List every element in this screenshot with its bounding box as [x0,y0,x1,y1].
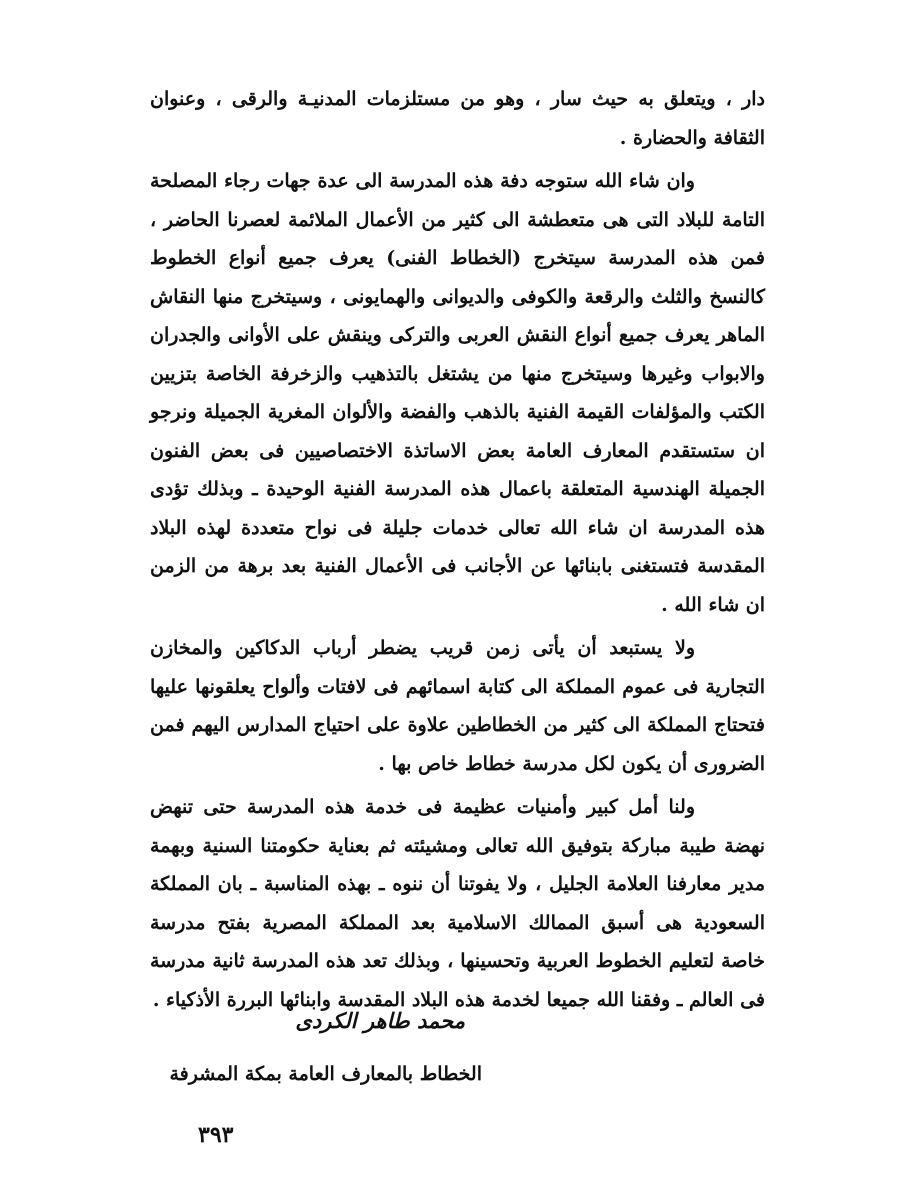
paragraph-1: دار ، ويتعلق به حيث سار ، وهو من مستلزمات المدنيـة والرقى ، وعنوان الثقافة والحضارة . [150,88,765,149]
paragraph-3: ولا يستبعد أن يأتى زمن قريب يضطر أرباب الدكاكين والمخازن التجارية فى عموم المملكة الى كتابة اسمائهم فى لافتات وألواح يعلقونها عليها فتحتاج المملكة الى كثير من الخطاطين علاوة على احتياج المدارس اليهم فمن الضرورى أن يكون لكل مدرسة خطاط خاص بها . [150,637,765,775]
page-number: ٣٩٣ [198,1122,234,1148]
paragraph-2: وان شاء الله ستوجه دفة هذه المدرسة الى عدة جهات رجاء المصلحة التامة للبلاد التى هى متعطشة الى كثير من الأعمال الملائمة لعصرنا الحاضر ، فمن هذه المدرسة سيتخرج (الخطاط الفنى) يعرف جميع أنواع الخطوط كالنسخ والثلث والرقعة والكوفى والديوانى والهمايونى ، وسيتخرج منها النقاش الماهر يعرف جميع أنواع النقش العربى والتركى وينقش على الأوانى والجدران والابواب وغيرها وسيتخرج منها من يشتغل بالتذهيب والزخرفة الخاصة بتزيين الكتب والمؤلفات القيمة الفنية بالذهب والفضة والألوان المغرية الجميلة ونرجو ان ستستقدم المعارف العامة بعض الاساتذة الاختصاصيين فى بعض الفنون الجميلة الهندسية المتعلقة باعمال هذه المدرسة الفنية الوحيدة ـ وبذلك تؤدى هذه المدرسة ان شاء الله تعالى خدمات جليلة فى نواح متعددة لهذه البلاد المقدسة فتستغنى بابنائها عن الأجانب فى الأعمال الفنية بعد برهة من الزمن ان شاء الله . [150,170,765,616]
author-title: الخطاط بالمعارف العامة بمكة المشرفة [169,1063,482,1085]
article-body [150,80,765,1024]
paragraph-4: ولنا أمل كبير وأمنيات عظيمة فى خدمة هذه المدرسة حتى تنهض نهضة طيبة مباركة بتوفيق الله تعالى ومشيئته ثم بعناية حكومتنا السنية وبهمة مدير معارفنا العلامة الجليل ، ولا يفوتنا أن ننوه ـ بهذه المناسبة ـ بان المملكة السعودية هى أسبق الممالك الاسلامية بعد المملكة المصرية بفتح مدرسة خاصة لتعليم الخطوط العربية وتحسينها ، وبذلك تعد هذه المدرسة ثانية مدرسة فى العالم ـ وفقنا الله جميعا لخدمة هذه البلاد المقدسة وابنائها البررة الأذكياء . [150,796,765,1011]
author-signature: محمد طاهر الكردى [295,1008,465,1033]
